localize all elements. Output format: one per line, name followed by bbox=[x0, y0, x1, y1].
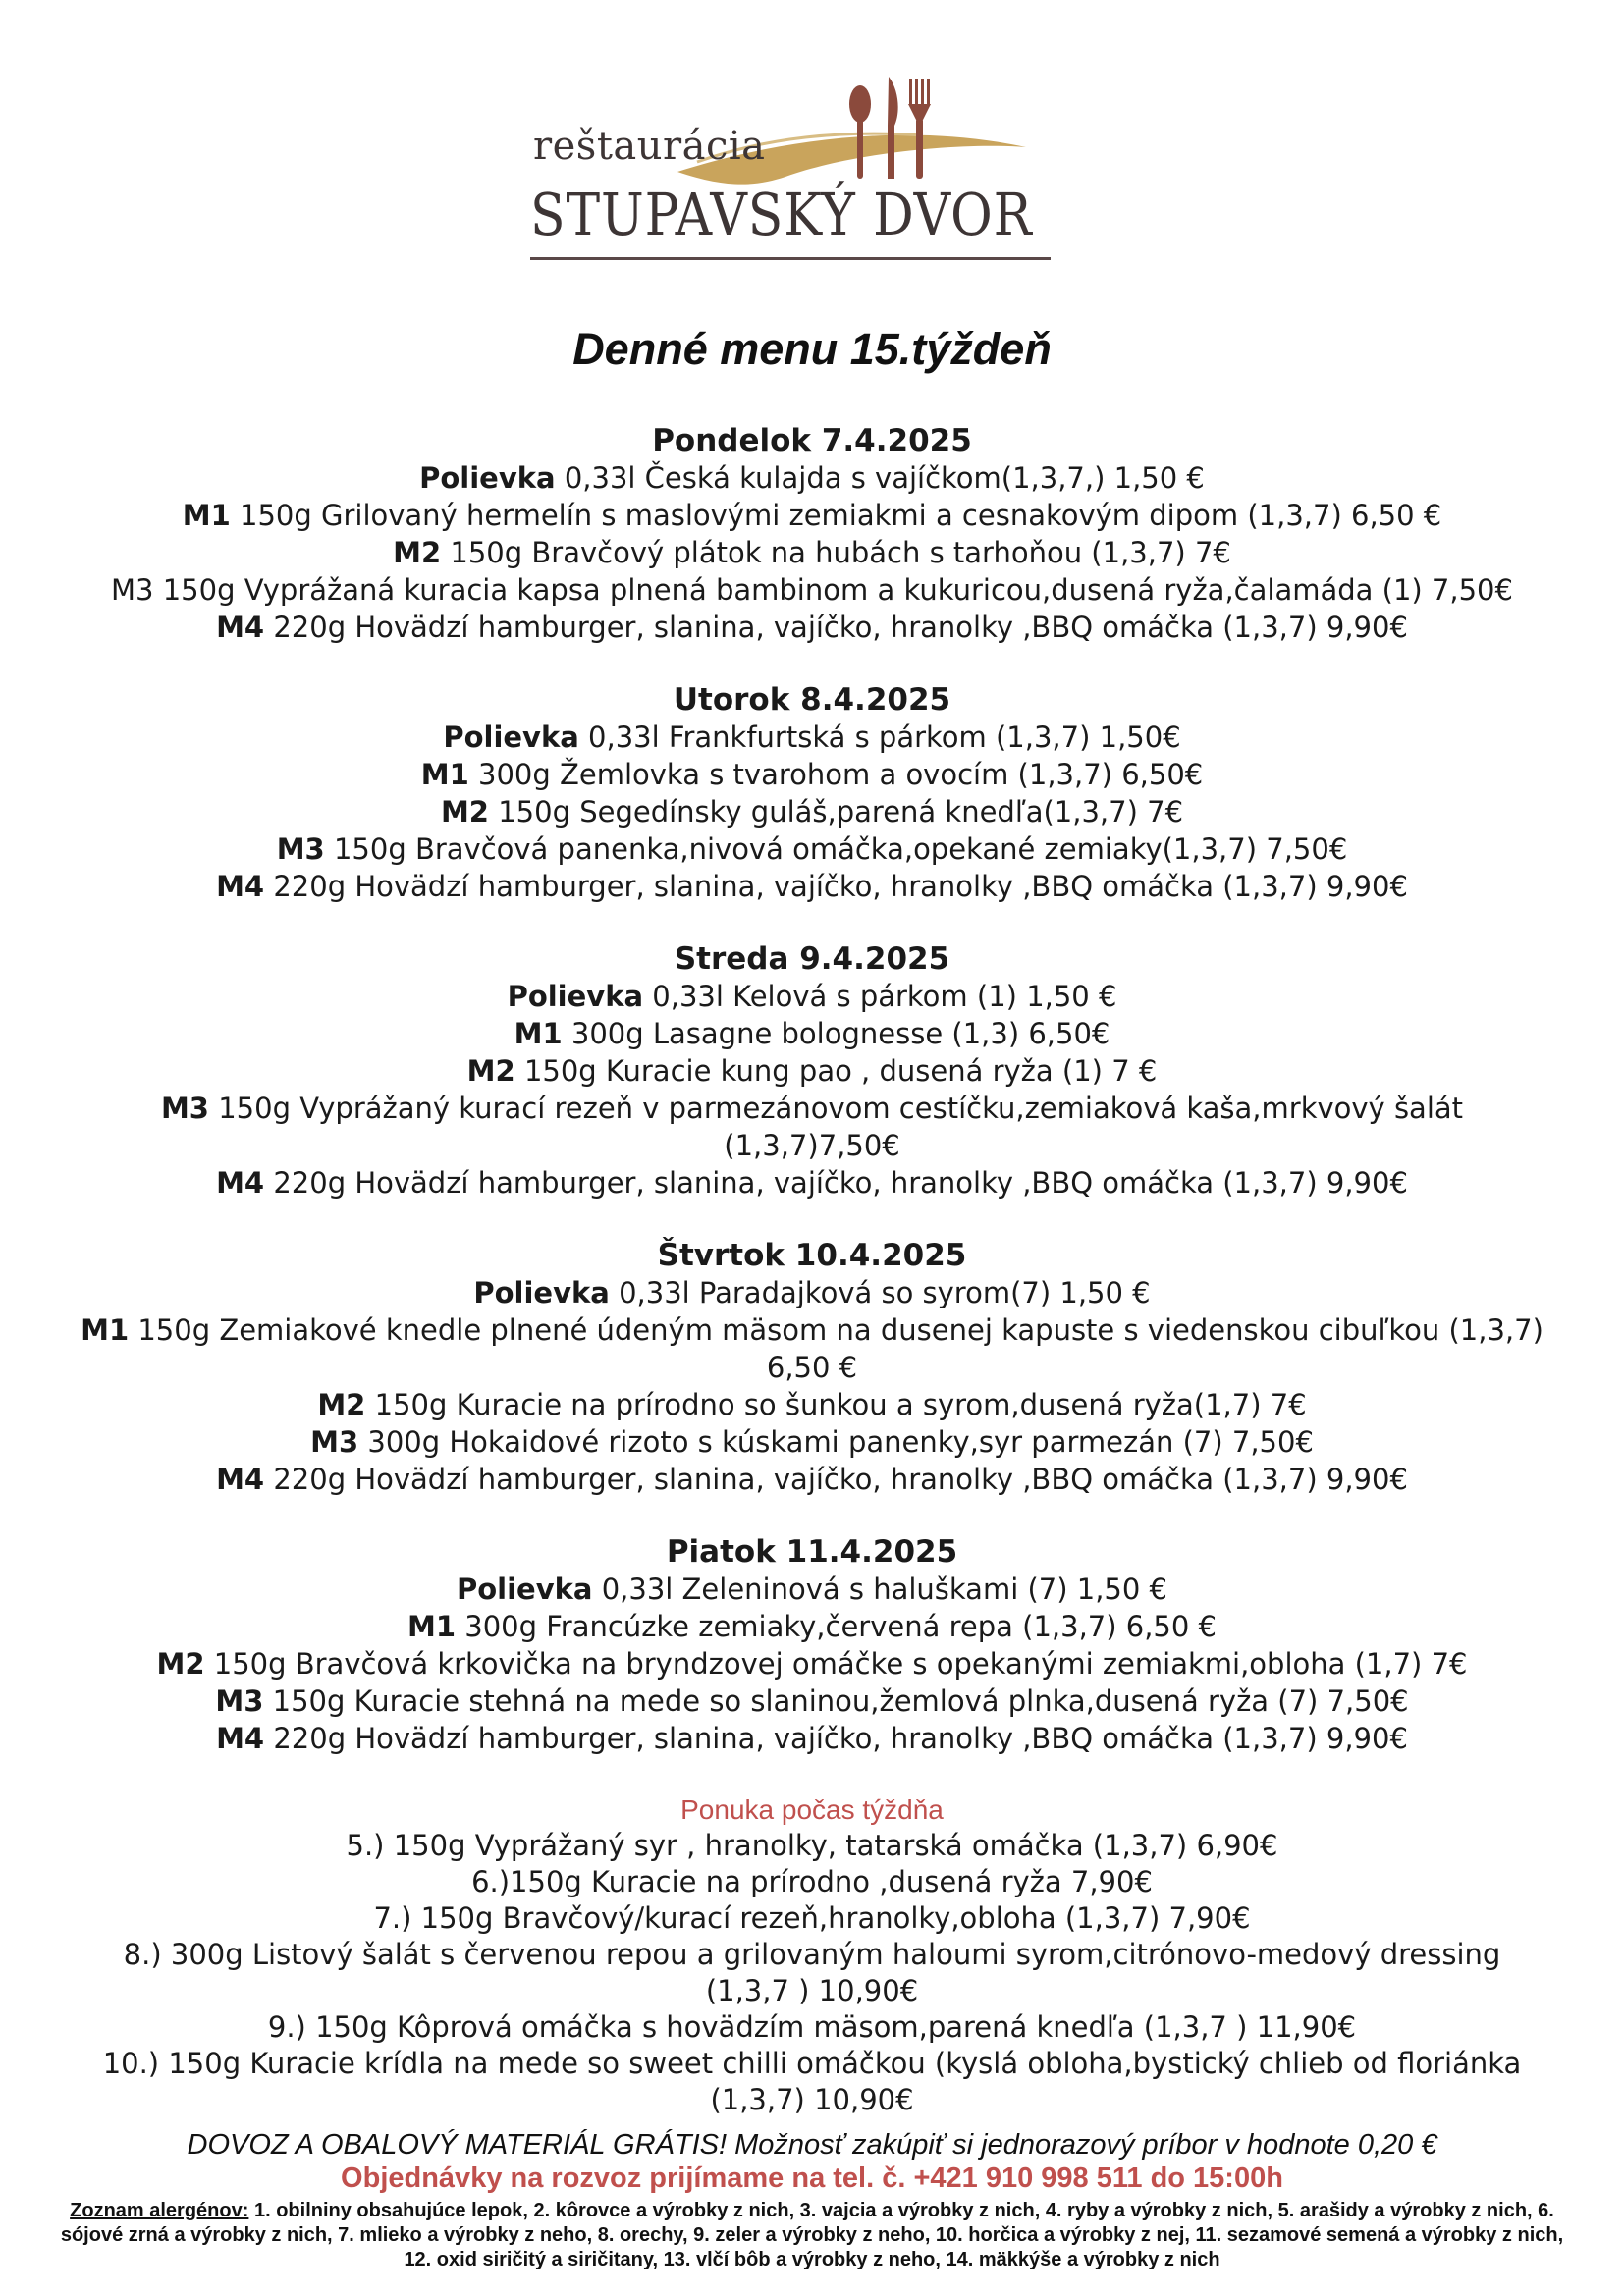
menu-item-text: 220g Hovädzí hamburger, slanina, vajíčko, hranolky ,BBQ omáčka (1,3,7) 9,90€ bbox=[273, 611, 1408, 644]
day-menu bbox=[79, 1237, 1545, 1498]
menu-item bbox=[79, 1015, 1545, 1052]
menu-item-text: 220g Hovädzí hamburger, slanina, vajíčko, hranolky ,BBQ omáčka (1,3,7) 9,90€ bbox=[273, 1166, 1408, 1200]
menu-item-text: 220g Hovädzí hamburger, slanina, vajíčko, hranolky ,BBQ omáčka (1,3,7) 9,90€ bbox=[273, 1722, 1408, 1755]
menu-item-label: M3 bbox=[160, 1092, 209, 1125]
menu-item bbox=[79, 1386, 1545, 1423]
menu-item bbox=[79, 1164, 1545, 1201]
menu-item-text: 220g Hovädzí hamburger, slanina, vajíčko, hranolky ,BBQ omáčka (1,3,7) 9,90€ bbox=[273, 870, 1408, 903]
menu-item-text: 0,33l Česká kulajda s vajíčkom(1,3,7,) 1,50 € bbox=[564, 461, 1205, 495]
menu-item-label: M3 bbox=[310, 1425, 359, 1459]
menu-item-text: 300g Lasagne bolognesse (1,3) 6,50€ bbox=[570, 1017, 1110, 1050]
allergen-text: 1. obilniny obsahujúce lepok, 2. kôrovce a výrobky z nich, 3. vajcia a výrobky z nich, 4. ryby a výrobky z nich, 5. arašidy a výrobky z nich, 6. sójové zrná a výrobky z nich, 7. mlieko a výrobky z neho, 8. orechy, 9. zeler a výrobky z neho, 10. horčica a výrobky z nej, 11. sezamové semená a výrobky z nich, 12. oxid siričitý a siričitany, 13. vlčí bôb a výrobky z neho, 14. mäkkýše a výrobky z nich bbox=[60, 2200, 1564, 2270]
menu-item-label: M1 bbox=[514, 1017, 563, 1050]
delivery-note: DOVOZ A OBALOVÝ MATERIÁL GRÁTIS! Možnosť zakúpiť si jednorazový príbor v hodnote 0,20 € bbox=[187, 2129, 1437, 2161]
day-menu bbox=[79, 1533, 1545, 1757]
page-title: Denné menu 15.týždeň bbox=[572, 324, 1052, 374]
menu-item-label: Polievka bbox=[473, 1276, 610, 1309]
menu-item bbox=[79, 1052, 1545, 1090]
logo-name: STUPAVSKÝ DVOR bbox=[530, 181, 1033, 248]
menu-item-label: Polievka bbox=[507, 980, 644, 1013]
menu-item-text: 0,33l Zeleninová s haluškami (7) 1,50 € bbox=[601, 1573, 1168, 1606]
menu-item-text: 150g Bravčová krkovička na bryndzovej omáčke s opekanými zemiakmi,obloha (1,7) 7€ bbox=[213, 1647, 1468, 1681]
menu-item-text: 150g Zemiakové knedle plnené údeným mäsom na dusenej kapuste s viedenskou cibuľkou (1,3,7) 6,50 € bbox=[137, 1313, 1543, 1384]
menu-item-label: Polievka bbox=[419, 461, 556, 495]
menu-item-text: 150g Kuracie kung pao , dusená ryža (1) 7 € bbox=[523, 1054, 1158, 1088]
daily-menus bbox=[79, 422, 1545, 1757]
menu-item-text: 300g Žemlovka s tvarohom a ovocím (1,3,7) 6,50€ bbox=[478, 758, 1204, 791]
menu-item bbox=[79, 1720, 1545, 1757]
menu-item-label: M3 bbox=[276, 832, 325, 866]
menu-item-text: 150g Kuracie na prírodno so šunkou a syrom,dusená ryža(1,7) 7€ bbox=[374, 1388, 1307, 1421]
menu-item bbox=[79, 868, 1545, 905]
menu-item-text: 0,33l Kelová s párkom (1) 1,50 € bbox=[652, 980, 1117, 1013]
menu-item-label: M2 bbox=[393, 536, 442, 569]
menu-item-label: M4 bbox=[216, 611, 265, 644]
weekly-item: 7.) 150g Bravčový/kurací rezeň,hranolky,obloha (1,3,7) 7,90€ bbox=[373, 1901, 1251, 1935]
weekly-offer-heading: Ponuka počas týždňa bbox=[680, 1794, 944, 1825]
menu-item-label: M2 bbox=[466, 1054, 515, 1088]
day-title: Štvrtok 10.4.2025 bbox=[657, 1238, 967, 1273]
day-title: Utorok 8.4.2025 bbox=[673, 682, 951, 718]
knife-icon bbox=[888, 77, 898, 179]
weekly-item: 8.) 300g Listový šalát s červenou repou a grilovaným haloumi syrom,citrónovo-medový dressing (1,3,7 ) 10,90€ bbox=[123, 1938, 1501, 2007]
day-title: Piatok 11.4.2025 bbox=[666, 1534, 958, 1570]
menu-item bbox=[79, 1645, 1545, 1682]
menu-item-text: 220g Hovädzí hamburger, slanina, vajíčko, hranolky ,BBQ omáčka (1,3,7) 9,90€ bbox=[273, 1463, 1408, 1496]
menu-item-text: 150g Kuracie stehná na mede so slaninou,žemlová plnka,dusená ryža (7) 7,50€ bbox=[272, 1684, 1409, 1718]
menu-item-text: M3 150g Vyprážaná kuracia kapsa plnená bambinom a kukuricou,dusená ryža,čalamáda (1) 7,50€ bbox=[111, 573, 1513, 607]
spoon-icon bbox=[849, 85, 871, 179]
menu-item-label: M1 bbox=[406, 1610, 457, 1643]
allergen-list bbox=[59, 2199, 1565, 2272]
menu-item bbox=[79, 978, 1545, 1015]
menu-item-text: 300g Francúzke zemiaky,červená repa (1,3,7) 6,50 € bbox=[464, 1610, 1218, 1643]
weekly-item: 6.)150g Kuracie na prírodno ,dusená ryža 7,90€ bbox=[471, 1865, 1153, 1898]
weekly-item: 10.) 150g Kuracie krídla na mede so sweet chilli omáčkou (kyslá obloha,bystický chlieb od floriánka (1,3,7) 10,90€ bbox=[102, 2047, 1522, 2116]
restaurant-logo bbox=[530, 69, 1060, 270]
menu-item-text: 150g Grilovaný hermelín s maslovými zemiakmi a cesnakovým dipom (1,3,7) 6,50 € bbox=[240, 499, 1442, 532]
menu-item bbox=[79, 609, 1545, 646]
menu-item bbox=[79, 1311, 1545, 1386]
day-menu bbox=[79, 681, 1545, 905]
footer bbox=[59, 2128, 1565, 2272]
menu-item bbox=[79, 719, 1545, 756]
menu-item bbox=[79, 571, 1545, 609]
menu-item-label: Polievka bbox=[443, 721, 579, 754]
menu-item-label: M1 bbox=[182, 499, 231, 532]
menu-item-label: M1 bbox=[81, 1313, 130, 1347]
menu-item-text: 300g Hokaidové rizoto s kúskami panenky,syr parmezán (7) 7,50€ bbox=[367, 1425, 1314, 1459]
menu-content bbox=[79, 422, 1545, 2118]
menu-item bbox=[79, 459, 1545, 497]
weekly-item: 9.) 150g Kôprová omáčka s hovädzím mäsom,parená knedľa (1,3,7 ) 11,90€ bbox=[267, 2010, 1357, 2044]
menu-item bbox=[79, 1274, 1545, 1311]
menu-item-label: M4 bbox=[216, 870, 265, 903]
menu-item-text: 150g Bravčový plátok na hubách s tarhoňou (1,3,7) 7€ bbox=[450, 536, 1231, 569]
menu-item-text: 0,33l Frankfurtská s párkom (1,3,7) 1,50€ bbox=[588, 721, 1181, 754]
menu-item bbox=[79, 1682, 1545, 1720]
day-menu bbox=[79, 422, 1545, 646]
allergen-label: Zoznam alergénov: bbox=[70, 2200, 249, 2221]
menu-item bbox=[79, 1571, 1545, 1608]
weekly-item: 5.) 150g Vyprážaný syr , hranolky, tatarská omáčka (1,3,7) 6,90€ bbox=[346, 1829, 1278, 1862]
menu-item-label: M2 bbox=[156, 1647, 205, 1681]
day-menu bbox=[79, 940, 1545, 1201]
menu-item-label: M4 bbox=[216, 1166, 265, 1200]
menu-item-label: M2 bbox=[440, 795, 489, 828]
menu-item bbox=[79, 1461, 1545, 1498]
menu-item bbox=[79, 756, 1545, 793]
menu-item-label: M3 bbox=[215, 1684, 264, 1718]
menu-item-label: M4 bbox=[216, 1722, 265, 1755]
menu-item-text: 150g Vyprážaný kurací rezeň v parmezánovom cestíčku,zemiaková kaša,mrkvový šalát (1,3,7)7,50€ bbox=[218, 1092, 1464, 1162]
day-title: Pondelok 7.4.2025 bbox=[652, 423, 972, 458]
orders-phone: Objednávky na rozvoz prijímame na tel. č. +421 910 998 511 do 15:00h bbox=[341, 2163, 1283, 2194]
menu-item-text: 150g Segedínsky guláš,parená knedľa(1,3,7) 7€ bbox=[498, 795, 1184, 828]
menu-item-label: Polievka bbox=[456, 1573, 593, 1606]
menu-item bbox=[79, 534, 1545, 571]
menu-item-label: M2 bbox=[317, 1388, 366, 1421]
menu-item bbox=[79, 497, 1545, 534]
logo-subtitle: reštaurácia bbox=[533, 124, 766, 169]
fork-icon bbox=[908, 79, 931, 179]
weekly-offer bbox=[79, 1792, 1545, 2118]
menu-item-text: 0,33l Paradajková so syrom(7) 1,50 € bbox=[619, 1276, 1151, 1309]
logo-underline bbox=[530, 257, 1051, 260]
menu-item-label: M4 bbox=[216, 1463, 265, 1496]
menu-item bbox=[79, 1608, 1545, 1645]
menu-item bbox=[79, 1090, 1545, 1164]
menu-item bbox=[79, 1423, 1545, 1461]
menu-item-label: M1 bbox=[420, 758, 469, 791]
menu-item bbox=[79, 830, 1545, 868]
menu-item-text: 150g Bravčová panenka,nivová omáčka,opekané zemiaky(1,3,7) 7,50€ bbox=[333, 832, 1348, 866]
day-title: Streda 9.4.2025 bbox=[674, 941, 950, 977]
menu-item bbox=[79, 793, 1545, 830]
